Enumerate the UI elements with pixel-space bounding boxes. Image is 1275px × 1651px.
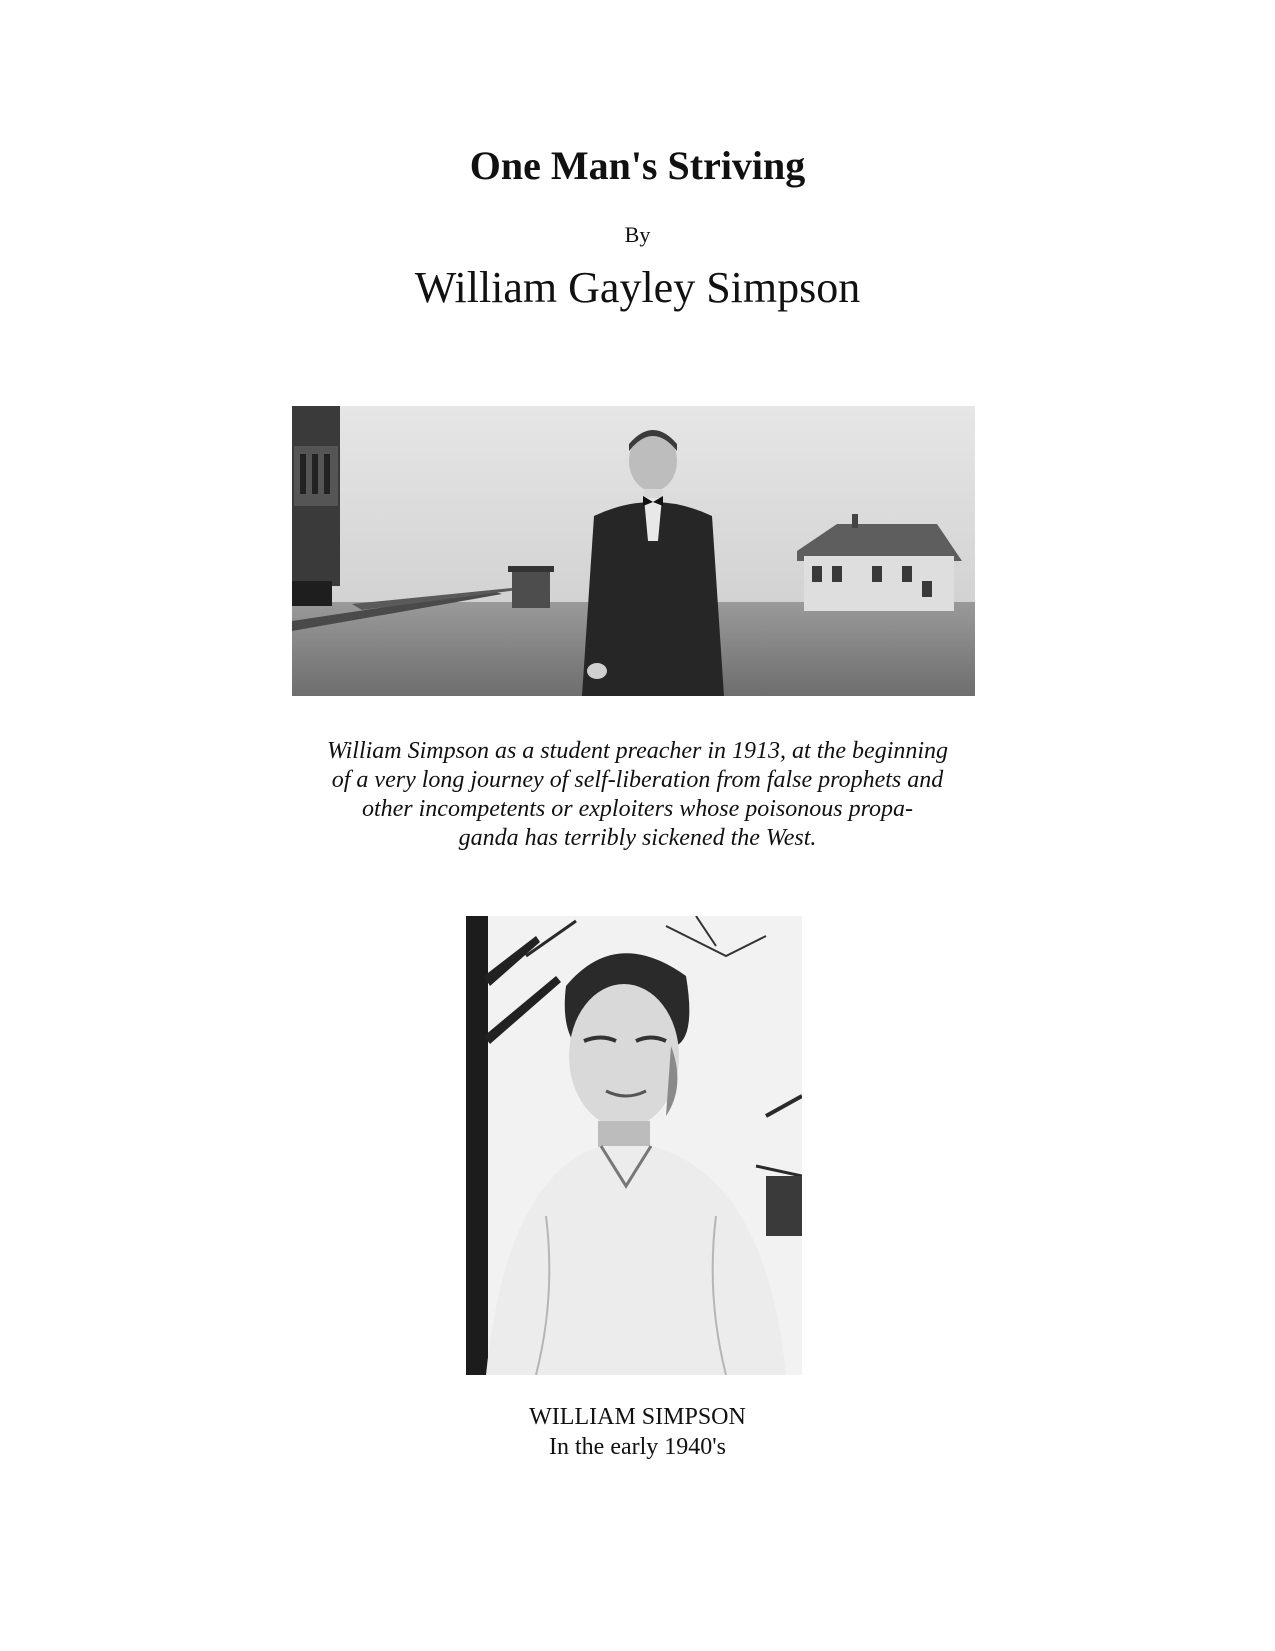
photo-2-caption <box>0 1402 1275 1462</box>
author-name: William Gayley Simpson <box>414 263 861 312</box>
photo-1-caption-line: ganda has terribly sickened the West. <box>458 825 817 851</box>
photo-1-caption-line: William Simpson as a student preacher in 1913, at the beginning <box>326 738 949 764</box>
photo-student-preacher-1913 <box>292 406 975 696</box>
photo-portrait-1940s <box>466 916 802 1375</box>
photo-1-caption-line: other incompetents or exploiters whose poisonous propa- <box>361 796 914 822</box>
photo-1-caption <box>250 737 1025 853</box>
photo-2-caption-name: WILLIAM SIMPSON <box>529 1404 746 1430</box>
photo-portrait-illustration <box>466 916 802 1375</box>
page-title: One Man's Striving <box>469 143 806 188</box>
photo-2-caption-date: In the early 1940's <box>549 1434 726 1460</box>
byline: By <box>624 222 651 247</box>
photo-1-caption-line: of a very long journey of self-liberation from false prophets and <box>331 767 944 793</box>
photo-student-preacher-illustration <box>292 406 975 696</box>
